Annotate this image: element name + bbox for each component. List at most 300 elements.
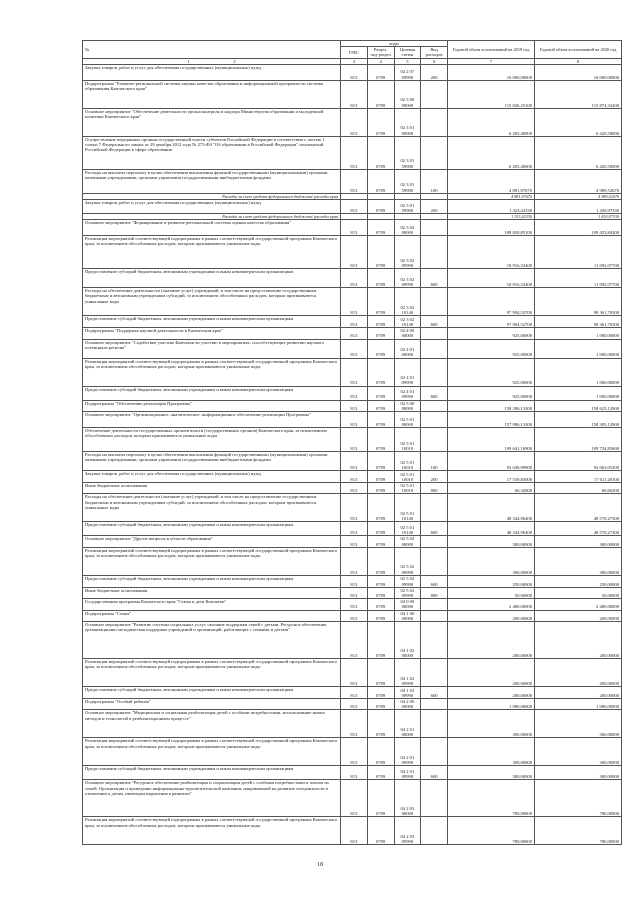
row-razdel-cell: 0709 — [367, 136, 394, 169]
row-expense-type-cell — [421, 494, 448, 522]
row-sum-2020-cell: 17 611,20100 — [535, 471, 622, 483]
row-sum-2020-cell: 158 305,12900 — [535, 412, 622, 428]
row-sum-2020-cell: 4 989,52670 — [535, 193, 622, 199]
row-sum-2019-cell: 50,00000 — [448, 587, 535, 598]
row-target-article-cell: 02 4 00 00000 — [394, 328, 421, 339]
row-razdel-cell: 0709 — [367, 575, 394, 587]
row-name-cell: Реализация мероприятий соответствующей подпрограммы в рамках соответствующей государственной программы Камчатского края, за исключением обособленных расходов, которым присваиваются уникальные коды — [83, 738, 341, 766]
row-sum-2020-cell: 1 000,00000 — [535, 386, 622, 400]
row-target-article-cell: 02 4 01 09990 — [394, 358, 421, 386]
row-expense-type-cell — [421, 288, 448, 316]
table-row — [83, 699, 622, 710]
row-sum-2020-cell: 92 063,05200 — [535, 452, 622, 471]
row-target-article-cell: 04 0 00 00000 — [394, 599, 421, 610]
table-row — [83, 599, 622, 610]
row-name-cell: Основное мероприятие "Медицинская и социальная реабилитация детей с особыми потребностями, использование новых методов и технологий в реабилитационном процессе" — [83, 710, 341, 738]
row-sum-2019-cell: 48 344,96400 — [448, 494, 535, 522]
table-row — [83, 236, 622, 269]
row-sum-2019-cell: 925,00000 — [448, 328, 535, 339]
row-sum-2019-cell: 6 205,40000 — [448, 136, 535, 169]
row-grbs-cell: 813 — [341, 412, 368, 428]
row-name-cell: Основное мероприятие "Обеспечение деятельности органа контроля и надзора Министерства образования и молодежной политики Камчатского края" — [83, 108, 341, 136]
row-grbs-cell: 813 — [341, 536, 368, 547]
row-target-article-cell: 02 5 02 09990 — [394, 575, 421, 587]
row-expense-type-cell — [421, 108, 448, 136]
row-grbs-cell: 813 — [341, 269, 368, 288]
row-sum-2020-cell: 48 570,27300 — [535, 494, 622, 522]
row-expense-type-cell — [421, 339, 448, 358]
row-sum-2020-cell: 250,00000 — [535, 575, 622, 587]
row-sum-2020-cell: 98 361,76500 — [535, 288, 622, 316]
row-name-cell: Предоставление субсидий бюджетным, автономным учреждениям и иным некоммерческим организациям — [83, 269, 341, 288]
row-target-article-cell: 02 3 01 00000 — [394, 108, 421, 136]
row-grbs-cell: 813 — [341, 200, 368, 214]
row-expense-type-cell — [421, 136, 448, 169]
row-razdel-cell: 0709 — [367, 200, 394, 214]
row-expense-type-cell — [421, 710, 448, 738]
row-target-article-cell: 04 2 03 00000 — [394, 780, 421, 817]
row-sum-2019-cell: 300,00000 — [448, 766, 535, 780]
row-grbs-cell: 813 — [341, 659, 368, 687]
table-row — [83, 575, 622, 587]
column-number-cell: 5 — [394, 58, 421, 64]
row-target-article-cell: 02 5 02 09990 — [394, 547, 421, 575]
row-razdel-cell: 0709 — [367, 471, 394, 483]
row-name-cell: Основное мероприятие "Содействие участию Камчатки во участию в мероприятиях, способствующих развитию научного потенциала региона" — [83, 339, 341, 358]
row-sum-2019-cell: 92 040,99900 — [448, 452, 535, 471]
row-expense-type-cell: 600 — [421, 687, 448, 699]
row-razdel-cell: 0709 — [367, 288, 394, 316]
row-razdel-cell: 0709 — [367, 386, 394, 400]
row-target-article-cell: 04 2 00 00000 — [394, 699, 421, 710]
header-target-article: Целевая статья — [394, 47, 421, 58]
row-name-cell: Предоставление субсидий бюджетным, автономным учреждениям и иным некоммерческим организациям — [83, 386, 341, 400]
table-row — [83, 710, 622, 738]
row-sum-2019-cell: 300,00000 — [448, 536, 535, 547]
row-target-article-cell: 04 2 01 00000 — [394, 710, 421, 738]
header-razdel: Раздел, под-раздел — [367, 47, 394, 58]
table-row — [83, 80, 622, 108]
row-name-cell: Реализация мероприятий соответствующей подпрограммы в рамках соответствующей государственной программы Камчатского края, за исключением обособленных расходов, которым присваиваются уникальные коды — [83, 547, 341, 575]
row-razdel-cell: 0709 — [367, 316, 394, 328]
row-target-article-cell: 02 3 00 00000 — [394, 80, 421, 108]
row-sum-2019-cell: 4 881,97670 — [448, 193, 535, 199]
header-codes: коды — [341, 41, 448, 47]
row-name-cell: Подпрограмма "Особый ребенок" — [83, 699, 341, 710]
table-row — [83, 428, 622, 452]
row-expense-type-cell — [421, 220, 448, 236]
row-razdel-cell: 0709 — [367, 269, 394, 288]
row-expense-type-cell — [421, 659, 448, 687]
row-grbs-cell: 813 — [341, 339, 368, 358]
table-row — [83, 288, 622, 316]
row-razdel-cell: 0709 — [367, 428, 394, 452]
column-number-cell: 4 — [367, 58, 394, 64]
row-sum-2020-cell: 200,00000 — [535, 659, 622, 687]
table-row — [83, 587, 622, 598]
table-row — [83, 610, 622, 621]
row-name-cell: Основное мероприятие "Ресурсное обеспечение реабилитации и социализации детей с особыми потребностями и членов их семей. Организация и проведение информационно-просветительской кампании, направленной на развитие толерантности в отношении к детям, имеющим нарушения в развитии" — [83, 780, 341, 817]
row-expense-type-cell — [421, 780, 448, 817]
row-razdel-cell: 0709 — [367, 622, 394, 659]
row-name-cell: Расходы на выплаты персоналу в целях обеспечения выполнения функций государственными (муниципальными) органами, казенными учреждениями, органами управления государственными внебюджетными фондами — [83, 452, 341, 471]
row-grbs-cell: 813 — [341, 220, 368, 236]
column-number-cell: 3 — [341, 58, 368, 64]
row-target-article-cell: 04 1 02 09990 — [394, 687, 421, 699]
row-grbs-cell: 813 — [341, 817, 368, 845]
page-number: 18 — [317, 862, 323, 868]
row-razdel-cell: 0709 — [367, 483, 394, 494]
table-row — [83, 780, 622, 817]
column-number-cell: 1 2 — [83, 58, 341, 64]
row-target-article-cell: 02 5 00 00000 — [394, 400, 421, 411]
row-sum-2019-cell: 200,00000 — [448, 687, 535, 699]
row-grbs-cell: 813 — [341, 599, 368, 610]
row-expense-type-cell — [421, 699, 448, 710]
row-grbs-cell: 813 — [341, 522, 368, 536]
row-expense-type-cell — [421, 610, 448, 621]
table-row — [83, 200, 622, 214]
row-sum-2020-cell: 1 000,00000 — [535, 358, 622, 386]
column-number-cell: 6 — [421, 58, 448, 64]
row-expense-type-cell — [421, 400, 448, 411]
row-name-cell: Иные бюджетные ассигнования — [83, 587, 341, 598]
row-sum-2020-cell: 780,00000 — [535, 780, 622, 817]
row-sum-2019-cell: 48 344,96400 — [448, 522, 535, 536]
table-row — [83, 316, 622, 328]
row-target-article-cell: 04 1 02 00000 — [394, 622, 421, 659]
row-grbs-cell: 813 — [341, 622, 368, 659]
row-expense-type-cell: 200 — [421, 64, 448, 80]
row-grbs-cell: 813 — [341, 428, 368, 452]
row-grbs-cell: 813 — [341, 316, 368, 328]
row-grbs-cell: 813 — [341, 328, 368, 339]
row-target-article-cell: 02 3 02 10140 — [394, 316, 421, 328]
row-grbs-cell: 813 — [341, 699, 368, 710]
row-target-article-cell: 02 2 07 09990 — [394, 64, 421, 80]
row-expense-type-cell: 600 — [421, 522, 448, 536]
row-grbs-cell: 813 — [341, 738, 368, 766]
row-sum-2019-cell: 1 323,42330 — [448, 200, 535, 214]
row-grbs-cell: 813 — [341, 236, 368, 269]
row-sum-2020-cell: 300,00000 — [535, 738, 622, 766]
row-sum-2020-cell: 158 625,12900 — [535, 400, 622, 411]
row-target-article-cell: 04 2 03 09990 — [394, 817, 421, 845]
row-razdel-cell: 0709 — [367, 536, 394, 547]
row-name-cell: Закупка товаров, работ и услуг для обеспечения государственных (муниципальных) нужд — [83, 64, 341, 80]
row-sum-2020-cell: 60,60200 — [535, 483, 622, 494]
row-name-cell: Подпрограмма "Развитие региональной системы оценки качества образования и информационной прозрачности системы образования Камчатского края" — [83, 80, 341, 108]
row-target-article-cell: 02 3 01 59900 — [394, 200, 421, 214]
row-razdel-cell: 0709 — [367, 687, 394, 699]
row-name-cell: Подпрограмма "Поддержка научной деятельности в Камчатском крае" — [83, 328, 341, 339]
row-expense-type-cell — [421, 236, 448, 269]
row-grbs-cell: 813 — [341, 575, 368, 587]
row-razdel-cell: 0709 — [367, 358, 394, 386]
row-sum-2020-cell: 1 000,00000 — [535, 339, 622, 358]
row-sum-2020-cell: 200,00000 — [535, 687, 622, 699]
row-expense-type-cell — [421, 328, 448, 339]
table-row — [83, 108, 622, 136]
row-razdel-cell: 0709 — [367, 220, 394, 236]
row-grbs-cell: 813 — [341, 400, 368, 411]
row-name-cell: Основное мероприятие "Организационное, аналитическое, информационное обеспечение реализации Программы" — [83, 412, 341, 428]
table-row — [83, 471, 622, 483]
table-row — [83, 659, 622, 687]
row-sum-2020-cell: 1 080,00000 — [535, 699, 622, 710]
row-sum-2019-cell: 250,00000 — [448, 575, 535, 587]
row-sum-2020-cell: 1 000,00000 — [535, 328, 622, 339]
table-row — [83, 220, 622, 236]
row-razdel-cell: 0709 — [367, 817, 394, 845]
row-razdel-cell: 0709 — [367, 169, 394, 193]
row-razdel-cell: 0709 — [367, 547, 394, 575]
row-sum-2020-cell: 16 000,00000 — [535, 64, 622, 80]
row-name-cell: Реализация мероприятий соответствующей подпрограммы в рамках соответствующей государственной программы Камчатского края, за исключением обособленных расходов, которым присваиваются уникальные коды — [83, 358, 341, 386]
row-razdel-cell: 0709 — [367, 339, 394, 358]
row-name-cell: Расходы за счет средств федерального бюджета/ расходы края — [83, 193, 341, 199]
row-sum-2020-cell: 300,00000 — [535, 766, 622, 780]
row-sum-2020-cell: 2 480,00000 — [535, 599, 622, 610]
row-expense-type-cell: 200 — [421, 471, 448, 483]
row-razdel-cell: 0709 — [367, 400, 394, 411]
row-grbs-cell: 813 — [341, 452, 368, 471]
row-grbs-cell: 813 — [341, 169, 368, 193]
row-sum-2020-cell: 6 420,50000 — [535, 136, 622, 169]
row-sum-2020-cell: 300,00000 — [535, 547, 622, 575]
table-row — [83, 536, 622, 547]
row-expense-type-cell — [421, 412, 448, 428]
row-sum-2020-cell: 4 989,52670 — [535, 169, 622, 193]
row-sum-2019-cell: 4 881,97670 — [448, 169, 535, 193]
header-grbs: ГРБС — [341, 47, 368, 58]
row-grbs-cell: 813 — [341, 288, 368, 316]
row-grbs-cell: 813 — [341, 80, 368, 108]
row-sum-2019-cell: 97 904,52700 — [448, 288, 535, 316]
header-sum-2019: Годовой объем ассигнований на 2019 год — [448, 41, 535, 59]
row-sum-2020-cell: 780,00000 — [535, 817, 622, 845]
table-row — [83, 817, 622, 845]
row-sum-2020-cell: 200,00000 — [535, 610, 622, 621]
row-sum-2019-cell: 200,00000 — [448, 659, 535, 687]
row-target-article-cell: 02 5 01 00000 — [394, 412, 421, 428]
row-grbs-cell: 813 — [341, 108, 368, 136]
row-grbs-cell: 813 — [341, 710, 368, 738]
row-name-cell: Реализация мероприятий соответствующей подпрограммы в рамках соответствующей государственной программы Камчатского края, за исключением обособленных расходов, которым присваиваются уникальные коды — [83, 659, 341, 687]
row-razdel-cell: 0709 — [367, 236, 394, 269]
row-target-article-cell: 02 5 01 10010 — [394, 483, 421, 494]
table-row — [83, 766, 622, 780]
row-razdel-cell: 0709 — [367, 659, 394, 687]
table-row — [83, 738, 622, 766]
row-expense-type-cell: 600 — [421, 316, 448, 328]
table-row — [83, 328, 622, 339]
row-name-cell: Иные бюджетные ассигнования — [83, 483, 341, 494]
row-sum-2020-cell: 109 453,84200 — [535, 220, 622, 236]
row-razdel-cell: 0709 — [367, 766, 394, 780]
row-expense-type-cell: 600 — [421, 386, 448, 400]
row-razdel-cell: 0709 — [367, 522, 394, 536]
row-expense-type-cell — [421, 80, 448, 108]
budget-table — [82, 40, 622, 845]
row-target-article-cell: 04 2 01 09990 — [394, 738, 421, 766]
row-razdel-cell: 0709 — [367, 780, 394, 817]
row-expense-type-cell: 200 — [421, 200, 448, 214]
row-name-cell: Расходы за счет средств федерального бюджета/ расходы края — [83, 214, 341, 220]
row-sum-2019-cell: 6 205,40000 — [448, 108, 535, 136]
budget-table-container — [82, 40, 622, 845]
column-number-cell: 7 — [448, 58, 535, 64]
row-razdel-cell: 0709 — [367, 587, 394, 598]
row-razdel-cell: 0709 — [367, 494, 394, 522]
row-target-article-cell: 02 4 01 00000 — [394, 339, 421, 358]
row-sum-2019-cell: 925,00000 — [448, 339, 535, 358]
row-sum-2019-cell: 1 323,42330 — [448, 214, 535, 220]
row-sum-2019-cell: 300,00000 — [448, 738, 535, 766]
row-sum-2019-cell: 780,00000 — [448, 780, 535, 817]
table-row — [83, 136, 622, 169]
row-sum-2020-cell: 6 420,50000 — [535, 108, 622, 136]
row-target-article-cell: 02 4 01 09990 — [394, 386, 421, 400]
row-razdel-cell: 0709 — [367, 108, 394, 136]
row-razdel-cell: 0709 — [367, 452, 394, 471]
row-sum-2019-cell: 300,00000 — [448, 710, 535, 738]
row-sum-2020-cell: 11 092,07700 — [535, 269, 622, 288]
row-expense-type-cell: 800 — [421, 483, 448, 494]
row-target-article-cell: 04 1 02 09990 — [394, 659, 421, 687]
row-grbs-cell: 813 — [341, 64, 368, 80]
row-target-article-cell: 02 5 02 09990 — [394, 587, 421, 598]
row-target-article-cell: 02 3 02 10140 — [394, 288, 421, 316]
row-expense-type-cell — [421, 599, 448, 610]
row-name-cell: Расходы на обеспечение деятельности (оказание услуг) учреждений, в том числе на предоставление государственным бюджетным и автономным учреждениям субсидий, за исключением обособленных расходов, которым присваиваются уникальные коды — [83, 288, 341, 316]
row-sum-2020-cell: 300,00000 — [535, 536, 622, 547]
row-sum-2020-cell: 200,00000 — [535, 622, 622, 659]
table-row — [83, 339, 622, 358]
row-name-cell: Основное мероприятие "Развитие системы социальных услуг, оказание поддержки семей с детьми. Ресурсное обеспечение, организационно-методическая поддержка учреждений и организаций, работающих с семьями и детьми" — [83, 622, 341, 659]
row-name-cell: Предоставление субсидий бюджетным, автономным учреждениям и иным некоммерческим организациям — [83, 575, 341, 587]
header-sum-2020: Годовой объем ассигнований на 2020 год — [535, 41, 622, 59]
row-name-cell: Расходы на обеспечение деятельности (оказание услуг) учреждений, в том числе на предоставление государственным бюджетным и автономным учреждениям субсидий, за исключением обособленных расходов, которым присваиваются уникальные коды — [83, 494, 341, 522]
row-razdel-cell: 0709 — [367, 328, 394, 339]
row-razdel-cell: 0709 — [367, 64, 394, 80]
row-expense-type-cell — [421, 428, 448, 452]
table-row — [83, 494, 622, 522]
row-sum-2020-cell: 11 092,07700 — [535, 236, 622, 269]
row-sum-2019-cell: 10 916,32400 — [448, 269, 535, 288]
row-expense-type-cell — [421, 817, 448, 845]
row-target-article-cell: 02 5 01 10140 — [394, 494, 421, 522]
row-name-cell: Осуществление переданных органам государственной власти субъектов Российской Федерации в соответствии с частью 1 статьи 7 Федерального закона от 29 декабря 2012 года № 273-ФЗ "Об образовании в Российской Федерации" полномочий Российской Федерации в сфере образования — [83, 136, 341, 169]
row-sum-2020-cell: 50,00000 — [535, 587, 622, 598]
row-target-article-cell: 02 3 02 09990 — [394, 269, 421, 288]
row-target-article-cell: 04 1 00 00000 — [394, 610, 421, 621]
row-sum-2019-cell: 97 904,52700 — [448, 316, 535, 328]
row-sum-2019-cell: 115 026,25100 — [448, 80, 535, 108]
row-expense-type-cell: 600 — [421, 575, 448, 587]
row-name-cell: Обеспечение деятельности государственных органов власти (государственных органов) Камчатского края, за исключением обособленных расходов, которым присваиваются уникальные коды — [83, 428, 341, 452]
row-sum-2019-cell: 109 641,16900 — [448, 428, 535, 452]
row-name-cell: Закупка товаров, работ и услуг для обеспечения государственных (муниципальных) нужд — [83, 471, 341, 483]
row-name-cell: Предоставление субсидий бюджетным, автономным учреждениям и иным некоммерческим организациям — [83, 766, 341, 780]
row-razdel-cell: 0709 — [367, 699, 394, 710]
row-razdel-cell: 0709 — [367, 412, 394, 428]
row-sum-2019-cell: 925,00000 — [448, 358, 535, 386]
row-name-cell: Предоставление субсидий бюджетным, автономным учреждениям и иным некоммерческим организациям — [83, 687, 341, 699]
row-target-article-cell: 02 3 02 09990 — [394, 236, 421, 269]
row-sum-2019-cell: 780,00000 — [448, 817, 535, 845]
table-row — [83, 386, 622, 400]
row-target-article-cell: 02 3 01 59900 — [394, 169, 421, 193]
row-grbs-cell: 813 — [341, 483, 368, 494]
table-row — [83, 412, 622, 428]
row-expense-type-cell — [421, 547, 448, 575]
row-sum-2020-cell: 98 361,76500 — [535, 316, 622, 328]
row-sum-2019-cell: 60,32000 — [448, 483, 535, 494]
row-grbs-cell: 813 — [341, 471, 368, 483]
table-row — [83, 522, 622, 536]
row-sum-2019-cell: 10 916,32400 — [448, 236, 535, 269]
row-grbs-cell: 813 — [341, 610, 368, 621]
row-name-cell: Реализация мероприятий соответствующей подпрограммы в рамках соответствующей государственной программы Камчатского края, за исключением обособленных расходов, которым присваиваются уникальные коды — [83, 236, 341, 269]
row-sum-2019-cell: 200,00000 — [448, 622, 535, 659]
row-razdel-cell: 0709 — [367, 80, 394, 108]
row-expense-type-cell: 100 — [421, 169, 448, 193]
row-grbs-cell: 813 — [341, 547, 368, 575]
row-sum-2019-cell: 158 286,13300 — [448, 400, 535, 411]
row-sum-2019-cell: 16 000,00000 — [448, 64, 535, 80]
header-number: № — [83, 41, 341, 59]
row-name-cell: Подпрограмма "Семья" — [83, 610, 341, 621]
row-expense-type-cell — [421, 536, 448, 547]
row-razdel-cell: 0709 — [367, 610, 394, 621]
row-target-article-cell: 02 5 02 00000 — [394, 536, 421, 547]
row-sum-2019-cell: 925,00000 — [448, 386, 535, 400]
row-name-cell: Подпрограмма "Обеспечение реализации Программы" — [83, 400, 341, 411]
row-grbs-cell: 813 — [341, 587, 368, 598]
row-sum-2019-cell: 157 986,13300 — [448, 412, 535, 428]
table-row — [83, 400, 622, 411]
table-row — [83, 547, 622, 575]
row-razdel-cell: 0709 — [367, 738, 394, 766]
table-row — [83, 452, 622, 471]
header-expense-type: Вид расходов — [421, 47, 448, 58]
row-sum-2020-cell: 48 570,27300 — [535, 522, 622, 536]
row-name-cell: Предоставление субсидий бюджетным, автономным учреждениям и иным некоммерческим организациям — [83, 316, 341, 328]
row-target-article-cell: 02 5 01 10010 — [394, 428, 421, 452]
row-sum-2019-cell: 200,00000 — [448, 610, 535, 621]
column-number-cell: 8 — [535, 58, 622, 64]
row-sum-2020-cell: 1 430,97330 — [535, 214, 622, 220]
row-expense-type-cell: 800 — [421, 587, 448, 598]
row-name-cell: Закупка товаров, работ и услуг для обеспечения государственных (муниципальных) нужд — [83, 200, 341, 214]
row-sum-2019-cell: 1 080,00000 — [448, 699, 535, 710]
budget-table-body — [83, 64, 622, 845]
row-razdel-cell: 0709 — [367, 710, 394, 738]
row-target-article-cell: 02 5 01 10010 — [394, 452, 421, 471]
table-row — [83, 358, 622, 386]
row-name-cell: Основное мероприятие "Другие вопросы в области образования" — [83, 536, 341, 547]
row-expense-type-cell: 100 — [421, 452, 448, 471]
row-razdel-cell: 0709 — [367, 599, 394, 610]
row-expense-type-cell — [421, 358, 448, 386]
row-target-article-cell: 04 2 01 09990 — [394, 766, 421, 780]
row-expense-type-cell: 600 — [421, 766, 448, 780]
table-row — [83, 169, 622, 193]
row-target-article-cell: 02 5 01 10140 — [394, 522, 421, 536]
row-sum-2019-cell: 17 539,85000 — [448, 471, 535, 483]
row-target-article-cell: 02 3 01 59900 — [394, 136, 421, 169]
